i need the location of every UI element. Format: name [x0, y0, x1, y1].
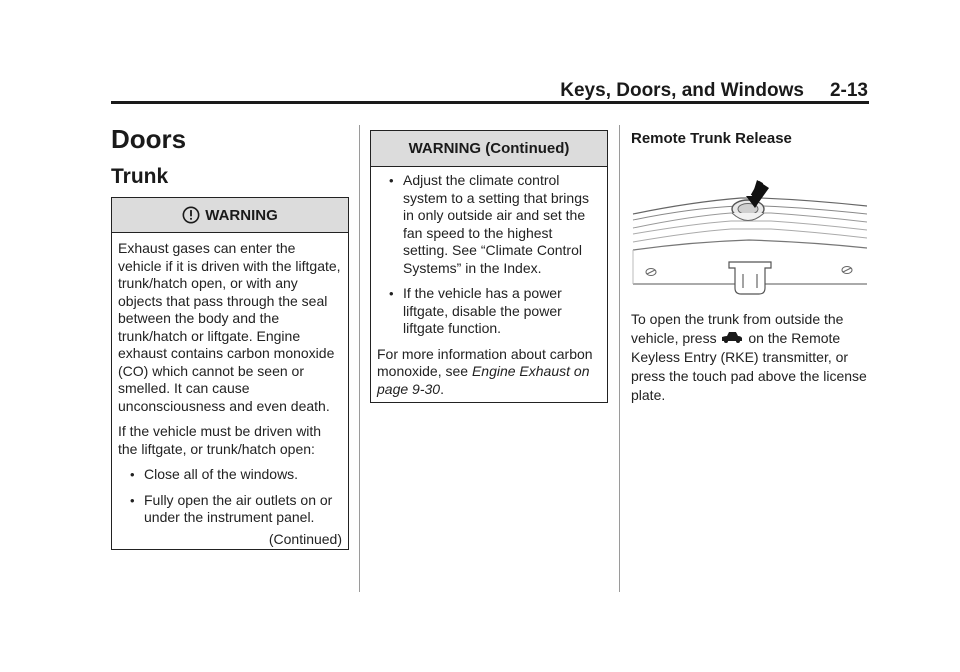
remote-trunk-button-icon	[721, 330, 743, 344]
column-divider-2	[619, 125, 620, 592]
section-heading-doors: Doors	[111, 124, 187, 154]
subsection-heading-trunk: Trunk	[111, 165, 169, 188]
continued-label: (Continued)	[268, 530, 342, 547]
header-rule	[111, 101, 869, 104]
column-divider-1	[359, 125, 360, 592]
remote-trunk-release-text: To open the trunk from outside the vehicle, press on the Remote Keyless Entry (RKE) transmitter, or press the touch pad above the license plate.	[631, 311, 867, 403]
page-number: 2-13	[829, 80, 868, 101]
warning-box	[111, 197, 349, 550]
warning-icon	[182, 206, 200, 224]
bullet-dot: •	[389, 286, 394, 301]
bullet-dot: •	[130, 492, 135, 508]
trunk-release-illustration	[631, 176, 867, 298]
warning-header	[112, 198, 348, 233]
remote-trunk-release-heading: Remote Trunk Release	[631, 130, 792, 147]
engine-exhaust-reference[interactable]: Engine Exhaust on page 9-30	[377, 363, 590, 397]
warning-bullet: • Fully open the air outlets on or under the instrument panel.	[130, 491, 333, 525]
bullet-dot: •	[389, 173, 394, 188]
more-info-paragraph: For more information about carbon monoxide, see Engine Exhaust on page 9-30.	[377, 345, 593, 397]
warning-bullet: • Adjust the climate control system to a setting that brings in only outside air and set the fan speed to the highest setting. See “Climate Control Systems” in the Index.	[389, 172, 589, 276]
warning-paragraph-2: If the vehicle must be driven with the liftgate, or trunk/hatch open:	[118, 423, 322, 457]
warning-continued-box	[370, 130, 608, 403]
warning-title: WARNING	[205, 206, 278, 224]
warning-body	[112, 233, 348, 548]
section-title: Keys, Doors, and Windows	[560, 80, 804, 101]
warning-bullet: • If the vehicle has a power liftgate, disable the power liftgate function.	[389, 285, 562, 336]
warning-continued-body	[371, 167, 607, 398]
warning-paragraph-1: Exhaust gases can enter the vehicle if it is driven with the liftgate, trunk/hatch open, or with any objects that pass through the seal between the body and the trunk/hatch or liftgate. Engine exhaust contains carbon monoxide (CO) which cannot be seen or smelled. It can cause unconsciousness and even death.	[118, 240, 341, 414]
warning-bullet: • Close all of the windows.	[130, 466, 299, 482]
warning-continued-header: WARNING (Continued)	[371, 131, 607, 167]
page-header	[560, 80, 868, 102]
bullet-dot: •	[130, 467, 135, 482]
